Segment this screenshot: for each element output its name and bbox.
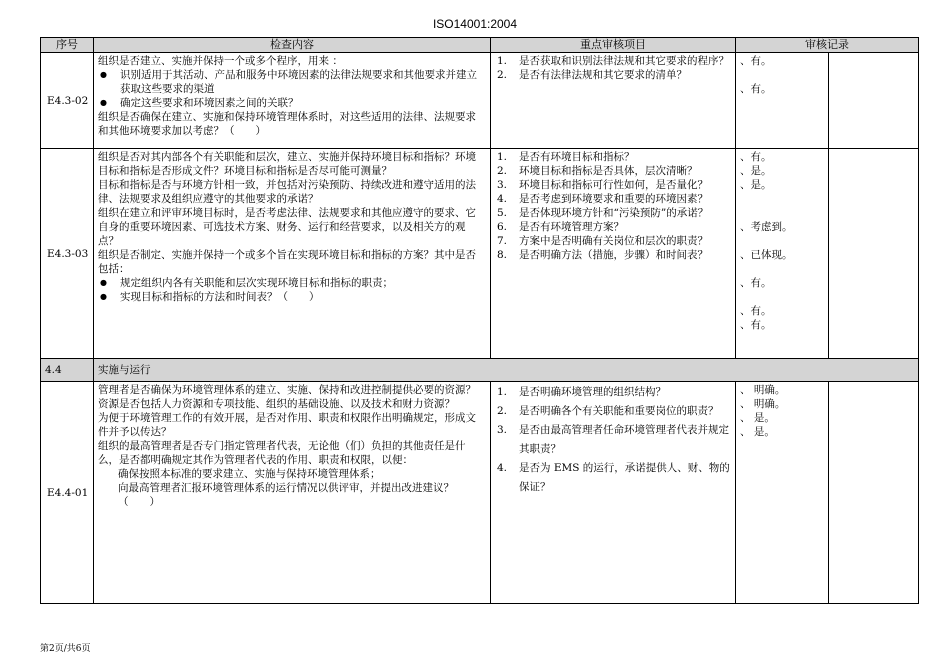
blank-cell [829,149,919,359]
content-paragraph: 目标和指标是否与环境方针相一致，并包括对污染预防、持续改进和遵守适用的法律、法规要求及组织应遵守的其他要求的承诺？ [98,179,476,205]
content-paragraph: 为便于环境管理工作的有效开展，是否对作用、职责和权限作出明确规定，形成文件并予以传达？ [98,412,476,438]
audit-items-cell [491,382,736,604]
check-content-cell [94,382,491,604]
audit-item: 3. 环境目标和指标可行性如何，是否量化？ [497,179,708,191]
bullet-item: ● 规定组织内各有关职能和层次实现环境目标和指标的职责； [98,276,486,290]
audit-record-cell: 、有。 、是。 、是。 、考虑到。 、已体现。 、有。 、有。 、有。 [736,149,829,359]
section-label: 实施与运行 [94,359,919,382]
audit-item-list [495,54,731,82]
header-check-content: 检查内容 [94,38,491,53]
check-content-cell [94,149,491,359]
audit-items-cell [491,149,736,359]
audit-item: 8. 是否明确方法（措施，步骤）和时间表？ [497,249,708,261]
bullet-item: ● 识别适用于其活动、产品和服务中环境因素的法律法规要求和其他要求并建立获取这些要求的渠道 [98,68,486,96]
content-paragraph: 组织在建立和评审环境目标时，是否考虑法律、法规要求和其他应遵守的要求、它自身的重要环境因素、可选技术方案、财务、运行和经营要求，以及相关方的观点？ [98,207,476,247]
audit-item: 3. 是否由最高管理者任命环境管理者代表并规定其职责？ [497,424,729,455]
audit-item-list [495,383,731,497]
content-paragraph: 管理者是否确保为环境管理体系的建立、实施、保持和改进控制提供必要的资源？资源是否包括人力资源和专项技能、组织的基础设施、以及技术和财力资源？ [98,384,476,410]
row-code: E4.3-03 [41,149,94,359]
audit-item: 1. 是否明确环境管理的组织结构？ [497,386,666,398]
table-row [41,149,919,359]
document-title: ISO14001:2004 [432,17,518,31]
audit-item: 5. 是否体现环境方针和“污染预防”的承诺？ [497,207,709,219]
content-paragraph: 向最高管理者汇报环境管理体系的运行情况以供评审，并提出改进建议？（ ） [118,482,454,508]
row-code: E4.3-02 [41,53,94,149]
table-row [41,53,919,149]
blank-cell [829,382,919,604]
audit-item: 2. 环境目标和指标是否具体，层次清晰？ [497,165,698,177]
section-code: 4.4 [41,359,94,382]
page-footer: 第2页/共6页 [40,644,91,654]
audit-record-cell: 、 明确。 、 明确。 、 是。 、 是。 [736,382,829,604]
audit-item: 1. 是否有环境目标和指标？ [497,151,635,163]
content-paragraph: 确保按照本标准的要求建立、实施与保持环境管理体系； [118,468,381,480]
header-seq: 序号 [41,38,94,53]
audit-item: 2. 是否明确各个有关职能和重要岗位的职责？ [497,405,719,417]
blank-cell [829,53,919,149]
content-paragraph: 组织是否确保在建立、实施和保持环境管理体系时，对这些适用的法律、法规要求和其他环境要求加以考虑？（ ） [98,111,476,137]
section-row [41,359,919,382]
table-row [41,382,919,604]
audit-item: 1. 是否获取和识别法律法规和其它要求的程序？ [497,55,729,67]
audit-record-cell: 、有。 、有。 [736,53,829,149]
audit-item: 4. 是否为 EMS 的运行，承诺提供人、财、物的保证？ [497,462,730,493]
bullet-item: ● 实现目标和指标的方法和时间表？（ ） [98,290,486,304]
audit-items-cell [491,53,736,149]
bullet-item: ● 确定这些要求和环境因素之间的关联？ [98,96,486,110]
content-paragraph: 组织的最高管理者是否专门指定管理者代表，无论他（们）负担的其他责任是什么，是否都明确规定其作为管理者代表的作用、职责和权限，以便： [98,440,466,466]
content-paragraph: 组织是否建立、实施并保持一个或多个程序，用来 ： [98,55,343,67]
audit-item-list [495,150,731,262]
audit-checklist-table [40,37,919,604]
header-audit-records: 审核记录 [736,38,919,53]
content-paragraph: 组织是否制定、实施并保持一个或多个旨在实现环境目标和指标的方案？其中是否包括： [98,249,476,275]
content-paragraph: 组织是否对其内部各个有关职能和层次，建立、实施并保持环境目标和指标？环境目标和指标是否形成文件？环境目标和指标是否尽可能可测量？ [98,151,476,177]
check-content-cell [94,53,491,149]
audit-item: 2. 是否有法律法规和其它要求的清单？ [497,69,687,81]
header-key-audit-items: 重点审核项目 [491,38,736,53]
audit-item: 4. 是否考虑到环境要求和重要的环境因素？ [497,193,708,205]
row-code: E4.4-01 [41,382,94,604]
table-header-row [41,38,919,53]
audit-item: 7. 方案中是否明确有关岗位和层次的职责？ [497,235,708,247]
audit-item: 6. 是否有环境管理方案？ [497,221,624,233]
